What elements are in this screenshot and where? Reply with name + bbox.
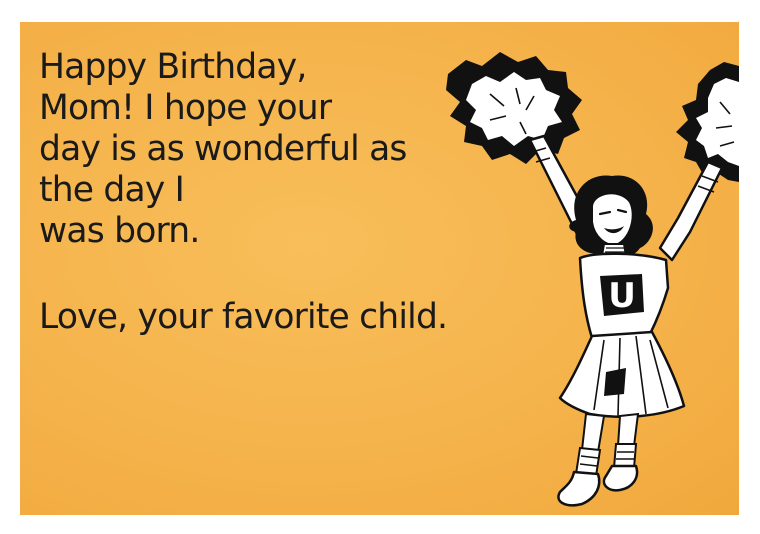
ecard bbox=[20, 22, 739, 515]
cheerleader-illustration bbox=[20, 22, 739, 515]
left-leg bbox=[582, 414, 604, 452]
right-sock bbox=[614, 444, 636, 468]
message-line-2: Mom! I hope your bbox=[39, 88, 332, 128]
message-signoff: Love, your favorite child. bbox=[39, 297, 448, 337]
skirt-shadow bbox=[604, 368, 626, 396]
sweater-letter: U bbox=[608, 276, 636, 316]
right-arm bbox=[660, 162, 722, 260]
right-shoe bbox=[604, 466, 637, 490]
message-line-4: the day I bbox=[39, 170, 184, 210]
left-pompom bbox=[446, 52, 582, 164]
right-leg bbox=[618, 414, 638, 446]
message-line-3: day is as wonderful as bbox=[39, 129, 407, 169]
left-shoe bbox=[558, 472, 599, 505]
message-line-5: was born. bbox=[39, 211, 200, 251]
message-line-1: Happy Birthday, bbox=[39, 47, 307, 87]
face bbox=[592, 193, 633, 244]
